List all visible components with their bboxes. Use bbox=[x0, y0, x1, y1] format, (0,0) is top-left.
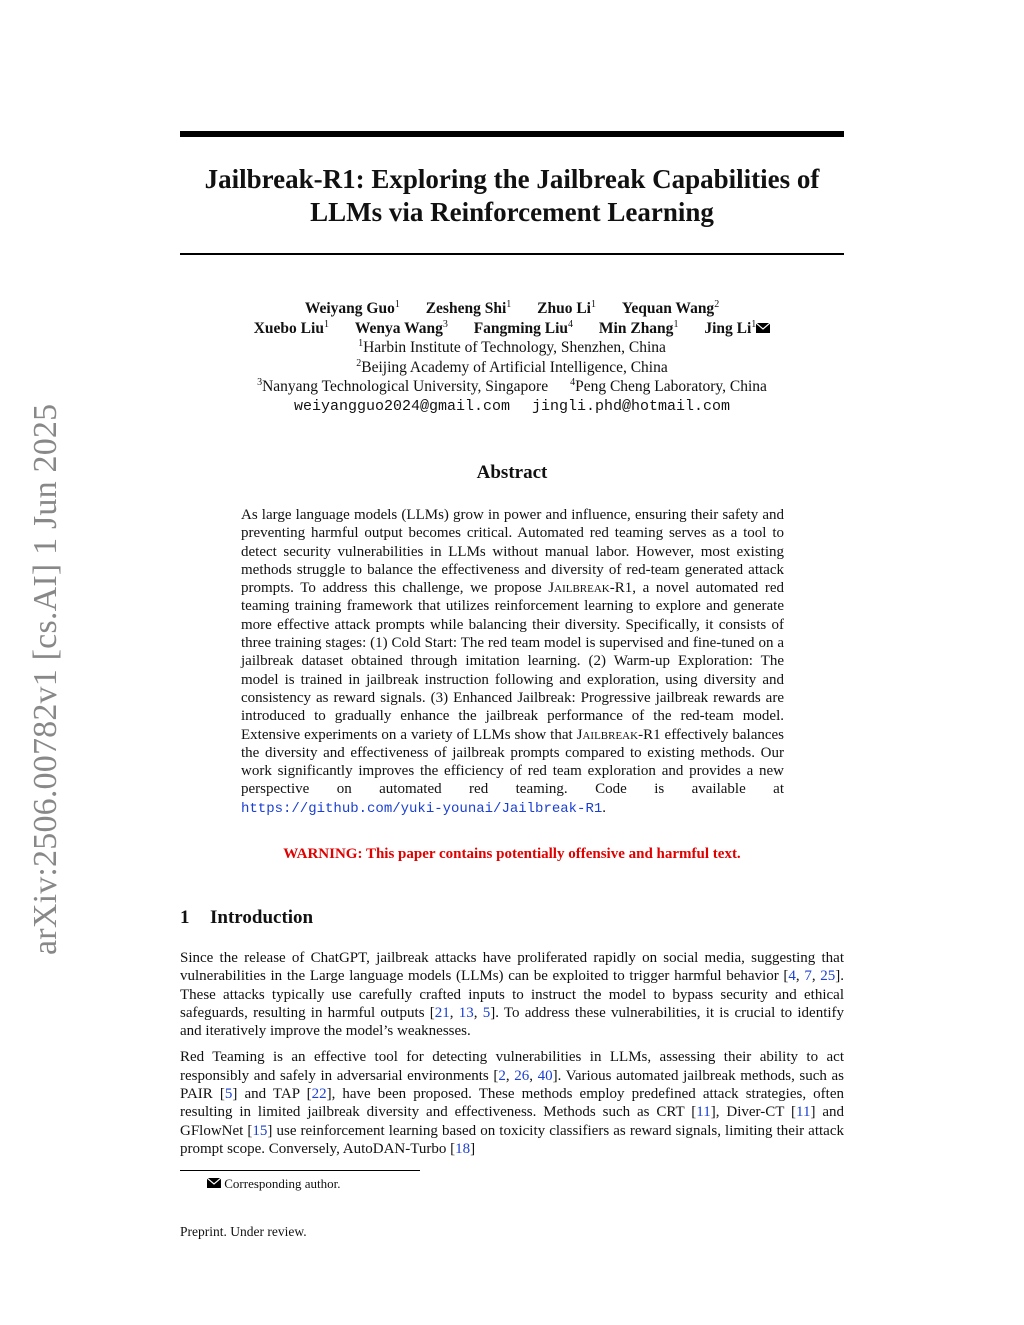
footnote-text: Corresponding author. bbox=[224, 1176, 341, 1191]
author-name: Xuebo Liu bbox=[253, 319, 324, 337]
citation-link[interactable]: 5 bbox=[224, 1086, 233, 1103]
paragraph: Red Teaming is an effective tool for detecting vulnerabilities in LLMs, assessing their ability to act responsibly and safely in adversarial environments [2, 26, 40]. Various automated jailbreak methods, such as PAIR [5] and TAP [22], have been proposed. These methods employ predefined attack strategies, often resulting in limited jailbreak diversity and effectiveness. Methods such as CRT [11], Diver-CT [11] and GFlowNet [15] use reinforcement learning based on toxicity classifiers as reward signals, limiting their attack prompt scope. Conversely, AutoDAN-Turbo [18] bbox=[180, 1049, 845, 1157]
affiliation-3-4: $^3$Nanyang Technological University, Singapore $^4$Peng Cheng Laboratory, China bbox=[257, 376, 767, 395]
affiliation-2: $^2$Beijing Academy of Artificial Intelligence, China bbox=[356, 357, 668, 376]
arxiv-identifier: arXiv:2506.00782v1 [cs.AI] 1 Jun 2025 bbox=[27, 403, 64, 955]
section-heading bbox=[180, 907, 313, 929]
author-block bbox=[180, 299, 844, 416]
content-warning: WARNING: This paper contains potentially offensive and harmful text. bbox=[283, 846, 741, 862]
envelope-icon bbox=[756, 323, 770, 333]
author-name: Jing Li bbox=[704, 319, 752, 337]
envelope-icon bbox=[207, 1178, 221, 1188]
footnote-rule bbox=[180, 1170, 420, 1171]
author-name: Wenya Wang bbox=[354, 319, 443, 337]
title-top-rule bbox=[180, 131, 844, 137]
author-name: Min Zhang bbox=[598, 319, 674, 337]
email-row bbox=[180, 397, 844, 417]
citation-link[interactable]: 25 bbox=[820, 968, 836, 985]
citation-link[interactable]: 11 bbox=[796, 1104, 811, 1121]
citation-link[interactable]: 22 bbox=[311, 1086, 327, 1103]
citation-link[interactable]: 15 bbox=[252, 1122, 268, 1139]
author-name: Weiyang Guo bbox=[304, 300, 395, 317]
author-name: Zesheng Shi bbox=[425, 300, 507, 317]
title-bottom-rule bbox=[180, 253, 844, 255]
abstract-body: As large language models (LLMs) grow in power and influence, ensuring their safety and preventing harmful output becomes critical. Automated red teaming serves as a tool to detect security vulnerabilities in LLMs without manual labor. However, most existing methods struggle to balance the effectiveness and diversity of red-team generated attack prompts. To address this challenge, we propose Jailbreak-R1, a novel automated red teaming training framework that utilizes reinforcement learning to explore and generate more effective attack prompts while balancing their diversity. Specifically, it consists of three training stages: (1) Cold Start: The red team model is supervised and fine-tuned on a jailbreak dataset obtained through imitation learning. (2) Warm-up Exploration: The model is trained in jailbreak instruction following and exploration, using diversity and consistency as reward signals. (3) Enhanced Jailbreak: Progressive jailbreak rewards are introduced to gradually enhance the jailbreak performance of the red-team model. Extensive experiments on a variety of LLMs show that Jailbreak-R1 effectively balances the diversity and effectiveness of jailbreak prompts compared to existing methods. Our work significantly improves the efficiency of red team exploration and provides a new perspective on automated red teaming. Code is available at https://github.com/yuki-younai/Jailbreak-R1. bbox=[241, 507, 785, 817]
citation-link[interactable]: 2 bbox=[498, 1067, 506, 1084]
email-2[interactable]: jingli.phd@hotmail.com bbox=[532, 397, 731, 415]
author-row-1: Weiyang Guo$^1$ Zesheng Shi$^1$ Zhuo Li$^1$ Yequan Wang$^2$ bbox=[304, 298, 720, 317]
title-line-1: Jailbreak-R1: Exploring the Jailbreak Capabilities of bbox=[204, 164, 820, 194]
author-row-2: Xuebo Liu$^1$ Wenya Wang$^3$ Fangming Liu$^4$ Min Zhang$^1$ Jing Li$^1$ bbox=[180, 319, 844, 339]
author-name: Fangming Liu bbox=[473, 319, 569, 337]
method-name: Jailbreak-R1 bbox=[548, 580, 633, 597]
citation-link[interactable]: 40 bbox=[537, 1067, 553, 1084]
citation-link[interactable]: 26 bbox=[514, 1067, 530, 1084]
section-title: Introduction bbox=[210, 907, 314, 928]
citation-link[interactable]: 18 bbox=[455, 1140, 471, 1157]
author-name: Zhuo Li bbox=[537, 300, 591, 317]
author-name: Yequan Wang bbox=[621, 300, 715, 317]
abstract-heading: Abstract bbox=[476, 462, 548, 483]
footnote bbox=[207, 1176, 341, 1192]
citation-link[interactable]: 4 bbox=[788, 968, 796, 985]
paragraph: Since the release of ChatGPT, jailbreak attacks have proliferated rapidly on social media, suggesting that vulnerabilities in the Large language models (LLMs) can be exploited to trigger harmful behavior [4, 7, 25]. These attacks typically use carefully crafted inputs to instruct the model to bypass security and ethical safeguards, resulting in harmful outputs [21, 13, 5]. To address these vulnerabilities, it is crucial to identify and iteratively improve the model’s weaknesses. bbox=[180, 950, 845, 1040]
citation-link[interactable]: 11 bbox=[696, 1104, 711, 1121]
email-1[interactable]: weiyangguo2024@gmail.com bbox=[293, 397, 510, 415]
citation-link[interactable]: 7 bbox=[804, 968, 812, 985]
citation-link[interactable]: 21 bbox=[434, 1004, 450, 1021]
title-line-2: LLMs via Reinforcement Learning bbox=[310, 197, 714, 227]
citation-link[interactable]: 5 bbox=[482, 1004, 491, 1021]
introduction-body bbox=[180, 949, 844, 1166]
code-link[interactable]: https://github.com/yuki-younai/Jailbreak-R1 bbox=[241, 800, 603, 817]
preprint-notice: Preprint. Under review. bbox=[180, 1224, 307, 1239]
section-number: 1 bbox=[180, 907, 190, 928]
affiliation-1: $^1$Harbin Institute of Technology, Shenzhen, China bbox=[358, 337, 666, 356]
citation-link[interactable]: 13 bbox=[458, 1004, 474, 1021]
method-name: Jailbreak-R1 bbox=[576, 726, 661, 743]
paper-title bbox=[150, 163, 874, 229]
